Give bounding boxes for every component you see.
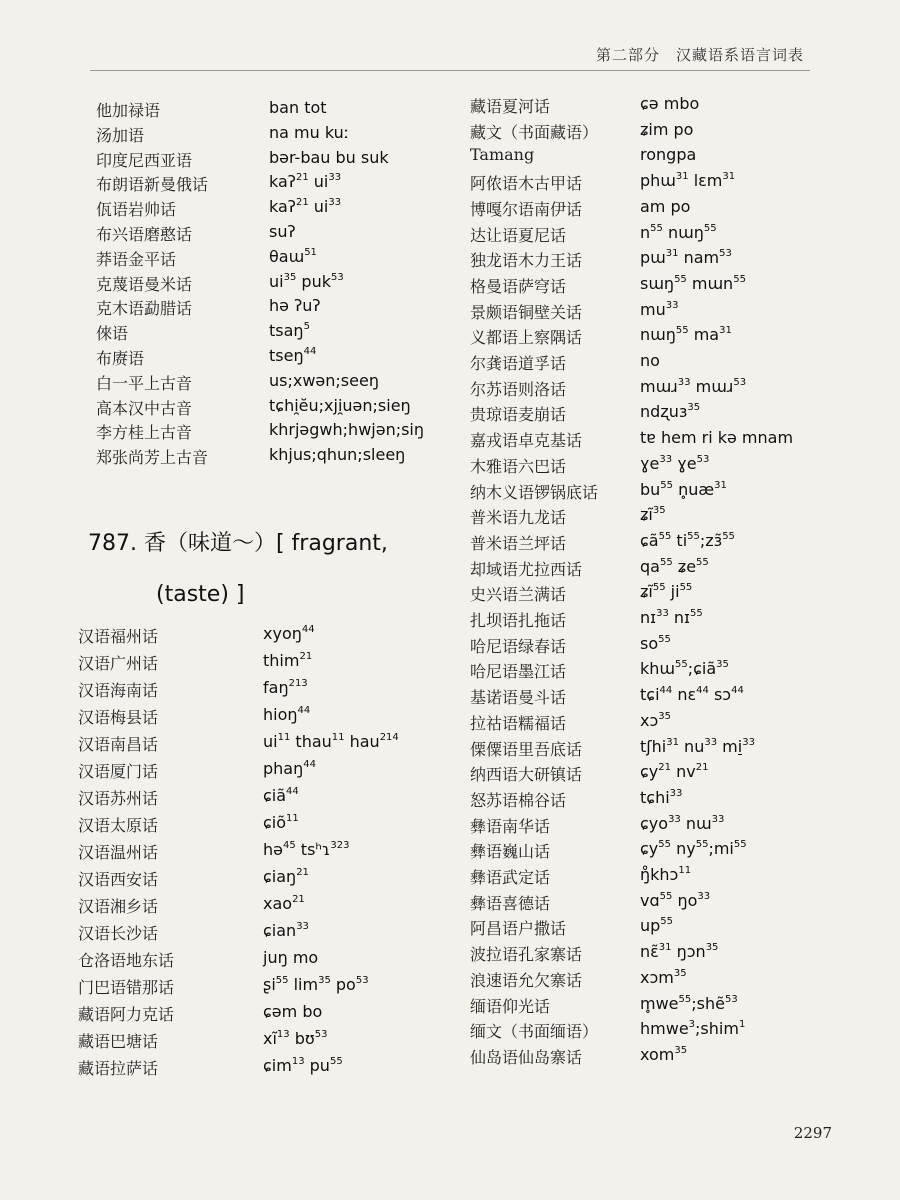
entry-row [96, 272, 426, 296]
word-form: phɯ$^{31}$ lɛm$^{31}$ [640, 171, 736, 191]
word-form: ɕiã$^{44}$ [263, 786, 299, 805]
word-form: ban tot [269, 98, 327, 117]
entry-row [470, 171, 840, 195]
entry-row [470, 659, 840, 683]
word-form: no [640, 351, 660, 370]
entry-row [470, 351, 840, 375]
language-name: 义都语上察隅话 [470, 328, 583, 348]
word-form: ɣe$^{33}$ ɣe$^{53}$ [640, 453, 710, 473]
word-form: ndʐuɜ$^{35}$ [640, 402, 701, 422]
word-form: $xĩ^{13}$ bʊ$^{53}$ [263, 1029, 328, 1048]
language-name: 汉语福州话 [78, 627, 159, 646]
word-form: tʃhi$^{31}$ $nu^{33}$ mi̠$^{33}$ [640, 736, 755, 756]
word-form: xɔm$^{35}$ [640, 967, 687, 987]
word-form: ɕy$^{21}$ $nv^{21}$ [640, 762, 709, 782]
entry-row [78, 678, 428, 702]
word-form: ɕəm bo [263, 1002, 323, 1021]
language-name: 浪速语允欠寨话 [470, 970, 583, 990]
entry-row [470, 223, 840, 247]
entry-row [470, 1019, 840, 1043]
entry-row [470, 608, 840, 632]
left-column-bottom [78, 624, 428, 1084]
entry-row [96, 321, 426, 345]
entry-row [78, 624, 428, 648]
language-name: 门巴语错那话 [78, 978, 175, 997]
word-form: bər-bau bu suk [269, 147, 389, 167]
word-form: tɕhi̯ĕu;xji̯uən;sieŋ [269, 395, 411, 415]
word-form: juŋ mo [263, 948, 319, 967]
word-form: $n^{55}$ nɯŋ$^{55}$ [640, 222, 717, 242]
entry-row [470, 300, 840, 324]
word-form: tɐ hem ri kə mnam [640, 428, 794, 448]
entry-row [470, 788, 840, 812]
language-name: 阿昌语户撒话 [470, 919, 567, 939]
language-name: 藏语阿力克话 [78, 1005, 175, 1024]
word-form: ɕyo$^{33}$ nɯ$^{33}$ [640, 813, 725, 833]
word-form: ʑĩ$^{55}$ $ji^{55}$ [640, 582, 693, 602]
running-header: 第二部分 汉藏语系语言词表 [595, 46, 804, 64]
word-form: tsaŋ$^5$ [269, 321, 310, 341]
language-name: 佤语岩帅话 [96, 200, 177, 220]
language-name: 印度尼西亚语 [96, 150, 193, 170]
entry-row [470, 839, 840, 863]
word-form: ʑĩ$^{35}$ [640, 505, 666, 525]
language-name: 怒苏语棉谷话 [470, 790, 567, 810]
language-name: 高本汉中古音 [96, 398, 193, 418]
language-name: 扎坝语扎拖话 [470, 611, 567, 630]
entry-row [96, 371, 426, 395]
language-name: 尔苏语则洛话 [470, 379, 567, 399]
entry-row [78, 894, 428, 918]
word-form: $qa^{55}$ ʑe$^{55}$ [640, 556, 709, 576]
entry-row [470, 891, 840, 915]
entry-row [470, 762, 840, 786]
language-name: 汉语南昌话 [78, 735, 159, 754]
language-name: 木雅语六巴话 [470, 456, 567, 476]
language-name: 仓洛语地东话 [78, 951, 175, 970]
word-form: θaɯ$^{51}$ [269, 246, 317, 266]
word-form: hmwe$^3$;shim$^1$ [640, 1019, 746, 1039]
word-form: xom$^{35}$ [640, 1044, 688, 1064]
language-name: 布兴语磨憨话 [96, 225, 193, 244]
right-column [470, 94, 840, 1084]
entry-row [78, 759, 428, 783]
language-name: 布朗语新曼俄话 [96, 175, 209, 195]
word-form: mɯɹ$^{33}$ mɯɹ$^{53}$ [640, 376, 747, 396]
entry-row [470, 582, 840, 606]
entry-row [470, 428, 840, 452]
language-name: 纳西语大研镇话 [470, 765, 583, 785]
language-name: 汉语海南话 [78, 681, 159, 700]
word-form: kaʔ$^{21}$ $ui^{33}$ [269, 172, 342, 192]
word-form: $bu^{55}$ $n̥uæ^{31}$ [640, 479, 727, 499]
entry-row [470, 325, 840, 349]
entry-row [78, 867, 428, 891]
word-form: tɕhi$^{33}$ [640, 787, 683, 807]
entry-row [96, 148, 426, 172]
entry-row [470, 916, 840, 940]
language-name: 汉语太原话 [78, 816, 159, 835]
entry-row [470, 402, 840, 426]
word-form: thim$^{21}$ [263, 651, 313, 670]
entry-title: 787. 香（味道～）[ fragrant, [88, 531, 388, 556]
language-name: 波拉语孔家寨话 [470, 945, 583, 965]
entry-row [470, 994, 840, 1018]
word-form: $so^{55}$ [640, 633, 671, 653]
word-form: phaŋ$^{44}$ [263, 759, 316, 778]
language-name: 莽语金平话 [96, 249, 177, 269]
entry-row [78, 651, 428, 675]
entry-row [470, 274, 840, 298]
word-form: faŋ$^{213}$ [263, 678, 308, 697]
language-name: 拉祜语糯福话 [470, 713, 567, 733]
word-form: na mu kuː [269, 122, 350, 142]
entry-row [96, 172, 426, 196]
word-form: khɯ$^{55}$;ɕiã$^{35}$ [640, 659, 729, 679]
word-form: xao$^{21}$ [263, 894, 305, 913]
language-name: 景颇语铜壁关话 [470, 302, 583, 322]
word-form: ɕã$^{55}$ $ti^{55};zɜ̃^{55}$ [640, 530, 735, 550]
language-name: 仙岛语仙岛寨话 [470, 1047, 583, 1067]
word-form: us;xwən;seeŋ [269, 370, 379, 390]
word-form: ʂi$^{55}$ $\lim^{35} po^{53}$ [263, 975, 369, 994]
entry-row [78, 948, 428, 972]
word-form: hə ʔuʔ [269, 296, 321, 316]
language-name: 郑张尚芳上古音 [96, 448, 209, 468]
entry-row [470, 480, 840, 504]
language-name: 汉语西安话 [78, 870, 159, 889]
entry-row [96, 420, 426, 444]
header-rule [90, 70, 810, 71]
language-name: 基诺语曼斗话 [470, 688, 567, 708]
word-form: ɕə mbo [640, 94, 700, 113]
language-name: 博嘎尔语南伊话 [470, 199, 583, 219]
entry-row [96, 396, 426, 420]
language-name: 汤加语 [96, 125, 145, 145]
entry-row [96, 123, 426, 147]
language-name: 傈僳语里吾底话 [470, 739, 583, 759]
word-form: nɛ̃$^{31}$ ŋɔn$^{35}$ [640, 942, 719, 962]
language-name: 贵琼语麦崩话 [470, 405, 567, 425]
entry-title-continued: (taste) ] [156, 582, 245, 607]
language-name: 汉语长沙话 [78, 924, 159, 943]
entry-row [78, 1002, 428, 1026]
word-form: ɕy$^{55}$ $ny^{55};mi^{55}$ [640, 839, 747, 859]
word-form: xyoŋ$^{44}$ [263, 624, 315, 643]
language-name: 李方桂上古音 [96, 423, 193, 443]
language-name: 藏语拉萨话 [78, 1059, 159, 1078]
language-name: 白一平上古音 [96, 373, 193, 393]
word-form: ɕian$^{33}$ [263, 921, 309, 940]
entry-row [470, 505, 840, 529]
entry-row [470, 814, 840, 838]
word-form: $m̥we^{55};shẽ^{53}$ [640, 993, 738, 1013]
entry-row [470, 94, 840, 118]
word-form: nɪ$^{33}$ nɪ$^{55}$ [640, 608, 703, 627]
word-form: sɯŋ$^{55}$ mɯn$^{55}$ [640, 273, 746, 293]
language-name: 汉语厦门话 [78, 762, 159, 781]
word-form: $up^{55}$ [640, 916, 674, 936]
left-column-top [96, 98, 426, 478]
entry-row [470, 942, 840, 966]
language-name: 汉语梅县话 [78, 708, 159, 727]
word-form: $ui^{35}$ puk$^{53}$ [269, 271, 344, 291]
entry-row [470, 531, 840, 555]
entry-row [470, 711, 840, 735]
word-form: ɕim$^{13}$ $pu^{55}$ [263, 1056, 343, 1075]
language-name: 汉语湘乡话 [78, 897, 159, 916]
language-name: 克木语勐腊话 [96, 299, 193, 319]
language-name: 阿侬语木古甲话 [470, 174, 583, 194]
entry-row [96, 197, 426, 221]
language-name: 普米语兰坪话 [470, 533, 567, 553]
language-name: 彝语武定话 [470, 868, 551, 887]
entry-row [78, 1056, 428, 1080]
entry-row [470, 1045, 840, 1069]
entry-row [78, 705, 428, 729]
language-name: 尔龚语道孚话 [470, 354, 567, 373]
word-form: suʔ [269, 222, 296, 241]
entry-row [96, 222, 426, 246]
language-name: 史兴语兰满话 [470, 585, 567, 605]
entry-row [470, 968, 840, 992]
language-name: 倈语 [96, 324, 129, 344]
word-form: nɯŋ$^{55}$ $ma^{31}$ [640, 325, 732, 345]
entry-row [78, 732, 428, 756]
word-form: pɯ$^{31}$ nam$^{53}$ [640, 248, 732, 268]
language-name: 哈尼语墨江话 [470, 662, 567, 682]
word-form: am po [640, 196, 691, 216]
word-form: rongpa [640, 145, 697, 165]
word-form: ʑim po [640, 119, 694, 139]
entry-row [96, 445, 426, 469]
language-name: 汉语广州话 [78, 654, 159, 673]
word-form: vɑ$^{55}$ $ŋo^{33}$ [640, 890, 711, 910]
language-name: 纳木义语锣锅底话 [470, 482, 599, 502]
word-form: $ui^{11}$ thau$^{11}$ hau$^{214}$ [263, 732, 399, 751]
word-form: hioŋ$^{44}$ [263, 705, 311, 724]
language-name: 却域语尤拉西话 [470, 559, 583, 579]
entry-row [470, 634, 840, 658]
entry-row [470, 557, 840, 581]
language-name: 彝语南华话 [470, 816, 551, 836]
language-name: 彝语喜德话 [470, 893, 551, 913]
entry-row [78, 975, 428, 999]
word-form: kaʔ$^{21}$ $ui^{33}$ [269, 197, 342, 217]
language-name: 普米语九龙话 [470, 508, 567, 528]
language-name: 藏语夏河话 [470, 97, 551, 116]
page-number: 2297 [793, 1124, 832, 1142]
word-form: ɕiõ$^{11}$ [263, 813, 299, 832]
entry-row [96, 247, 426, 271]
entry-row [470, 145, 840, 169]
word-form: khrjəgwh;hwjən;siŋ [269, 420, 425, 440]
word-form: ɕiaŋ$^{21}$ [263, 867, 309, 886]
language-name: 达让语夏尼话 [470, 225, 567, 245]
entry-row [470, 248, 840, 272]
entry-row [78, 813, 428, 837]
language-name: 哈尼语绿春话 [470, 636, 567, 656]
word-form: khjus;qhun;sleeŋ [269, 445, 406, 465]
entry-row [470, 197, 840, 221]
word-form: hə$^{45}$ tsʰɿ$^{323}$ [263, 840, 350, 859]
language-name: 格曼语萨穹话 [470, 276, 567, 296]
language-name: Tamang [470, 145, 535, 165]
language-name: 缅文（书面缅语） [470, 1022, 599, 1042]
word-form: $mu^{33}$ [640, 299, 679, 319]
entry-row [78, 786, 428, 810]
entry-row [470, 454, 840, 478]
language-name: 缅语仰光话 [470, 996, 551, 1016]
entry-row [470, 685, 840, 709]
language-name: 藏文（书面藏语） [470, 122, 599, 142]
language-name: 他加禄语 [96, 101, 161, 120]
entry-row [470, 377, 840, 401]
entry-row [78, 1029, 428, 1053]
word-form: tseŋ$^{44}$ [269, 346, 317, 365]
language-name: 汉语苏州话 [78, 789, 159, 808]
word-form: tɕi$^{44}$ nɛ$^{44}$ sɔ$^{44}$ [640, 685, 744, 705]
entry-row [78, 840, 428, 864]
entry-row [470, 865, 840, 889]
entry-row [470, 120, 840, 144]
entry-row [470, 737, 840, 761]
language-name: 嘉戎语卓克基话 [470, 431, 583, 451]
entry-row [96, 98, 426, 122]
entry-row [96, 346, 426, 370]
language-name: 汉语温州话 [78, 843, 159, 862]
word-form: ŋ̊khɔ$^{11}$ [640, 865, 692, 884]
language-name: 藏语巴塘话 [78, 1032, 159, 1051]
word-form: xɔ$^{35}$ [640, 710, 671, 730]
entry-row [96, 296, 426, 320]
language-name: 克蔑语曼米话 [96, 274, 193, 294]
language-name: 布赓语 [96, 349, 145, 368]
language-name: 独龙语木力王话 [470, 251, 583, 271]
language-name: 彝语巍山话 [470, 842, 551, 862]
entry-row [78, 921, 428, 945]
